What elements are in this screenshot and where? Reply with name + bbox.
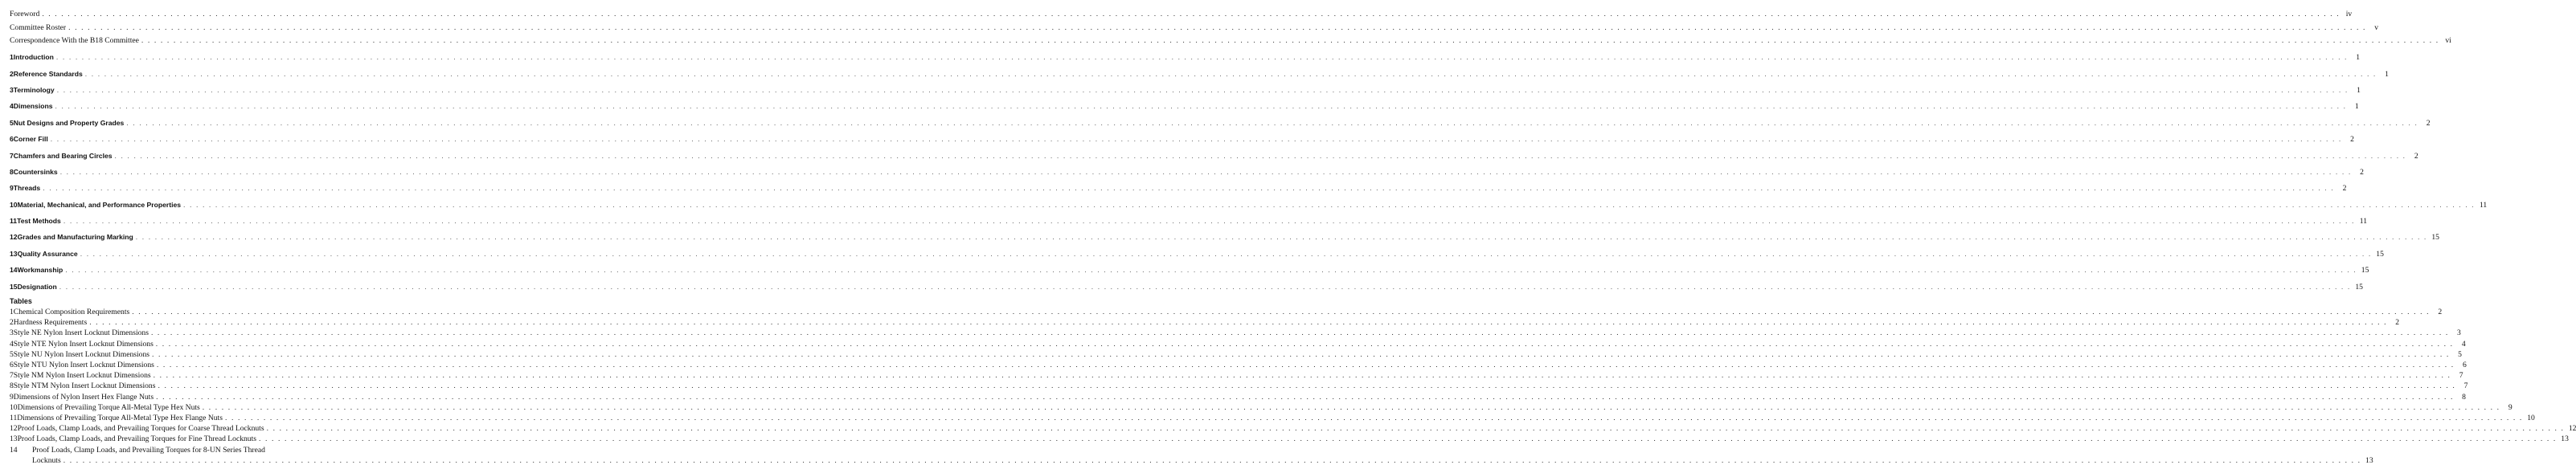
table-title: Style NTU Nylon Insert Locknut Dimensions	[13, 361, 154, 369]
section-title: Workmanship	[17, 266, 63, 274]
section-title: Countersinks	[13, 168, 58, 176]
leader-dots	[126, 119, 2418, 127]
table-title: Style NTE Nylon Insert Locknut Dimensions	[13, 339, 154, 349]
section-title: Designation	[17, 283, 57, 291]
section-page: 11	[2479, 201, 2488, 210]
entry-title: Committee Roster	[10, 23, 67, 32]
leader-dots	[136, 233, 2427, 241]
toc-table-8[interactable]	[10, 381, 2468, 391]
leader-dots	[183, 201, 2475, 209]
toc-table-14-continued[interactable]	[32, 455, 2373, 465]
leader-dots	[154, 371, 2451, 380]
section-title: Test Methods	[17, 217, 61, 225]
section-page: 15	[2355, 283, 2363, 292]
section-title: Dimensions	[13, 102, 53, 110]
toc-section-7[interactable]	[10, 152, 2418, 161]
toc-section-5[interactable]	[10, 119, 2431, 128]
table-page: 12	[2568, 424, 2576, 434]
leader-dots	[225, 414, 2523, 422]
section-page: 2	[2414, 152, 2418, 161]
table-number: 3	[10, 328, 14, 338]
leader-dots	[158, 381, 2455, 390]
section-page: 1	[2356, 53, 2361, 62]
section-title: Quality Assurance	[17, 250, 78, 258]
section-number: 13	[10, 250, 18, 258]
leader-dots	[59, 283, 2351, 291]
toc-section-12[interactable]	[10, 233, 2439, 242]
section-title: Reference Standards	[13, 70, 83, 78]
table-number: 4	[10, 339, 14, 349]
table-title: Proof Loads, Clamp Loads, and Prevailing Torques for 8-UN Series Thread	[32, 445, 265, 455]
section-page: 11	[2359, 217, 2367, 226]
section-page: 2	[2342, 184, 2347, 193]
section-title: Material, Mechanical, and Performance Properties	[17, 201, 182, 209]
table-title-continued: Locknuts	[32, 455, 61, 465]
entry-title: Correspondence With the B18 Committee	[10, 36, 139, 45]
table-page: 2	[2395, 318, 2400, 328]
toc-table-9[interactable]	[10, 392, 2466, 402]
table-page: 4	[2461, 339, 2466, 349]
table-title: Style NTM Nylon Insert Locknut Dimensions	[13, 381, 156, 391]
section-number: 14	[10, 266, 18, 274]
table-title: Style NM Nylon Insert Locknut Dimensions	[13, 371, 151, 381]
table-number: 11	[10, 414, 18, 422]
table-number: 6	[10, 361, 14, 369]
section-number: 5	[10, 119, 14, 127]
leader-dots	[141, 36, 2439, 45]
section-page: 1	[2357, 86, 2361, 95]
toc-entry-committee-roster[interactable]	[10, 23, 2378, 32]
section-title: Chamfers and Bearing Circles	[13, 152, 113, 160]
section-number: 10	[10, 201, 18, 209]
table-title: Dimensions of Nylon Insert Hex Flange Nuts	[13, 392, 154, 402]
table-number: 7	[10, 371, 14, 381]
leader-dots	[115, 152, 2406, 160]
table-number: 12	[10, 424, 18, 434]
toc-section-3[interactable]	[10, 86, 2361, 95]
toc-table-12[interactable]	[10, 424, 2576, 434]
leader-dots	[156, 340, 2454, 349]
section-number: 7	[10, 152, 14, 160]
leader-dots	[157, 361, 2455, 369]
toc-section-11[interactable]	[10, 217, 2367, 226]
table-number: 9	[10, 392, 14, 402]
section-page: 15	[2361, 266, 2369, 275]
section-page: 2	[2360, 168, 2364, 177]
table-page: 10	[2527, 414, 2535, 422]
toc-section-10[interactable]	[10, 201, 2488, 210]
toc-section-9[interactable]	[10, 184, 2347, 193]
table-page: 13	[2561, 434, 2569, 444]
toc-entry-correspondence[interactable]	[10, 36, 2451, 45]
section-title: Corner Fill	[13, 135, 48, 143]
leader-dots	[151, 328, 2449, 337]
toc-section-6[interactable]	[10, 135, 2354, 144]
leader-dots	[80, 250, 2372, 258]
section-page: 15	[2376, 250, 2384, 259]
leader-dots	[267, 424, 2565, 433]
section-title: Terminology	[13, 86, 55, 94]
toc-table-2[interactable]	[10, 318, 2400, 328]
toc-table-1[interactable]	[10, 308, 2443, 316]
leader-dots	[85, 70, 2377, 78]
leader-dots	[65, 266, 2357, 274]
section-page: 1	[2354, 102, 2359, 111]
section-number: 1	[10, 53, 14, 61]
section-page: 1	[2385, 70, 2389, 79]
table-title: Proof Loads, Clamp Loads, and Prevailing Torques for Fine Thread Locknuts	[17, 434, 256, 444]
section-title: Nut Designs and Property Grades	[13, 119, 125, 127]
section-title: Grades and Manufacturing Marking	[17, 233, 133, 241]
toc-section-2[interactable]	[10, 70, 2389, 79]
leader-dots	[152, 350, 2450, 359]
table-page: 8	[2462, 392, 2466, 402]
section-page: 15	[2431, 233, 2439, 242]
toc-section-15[interactable]	[10, 283, 2363, 292]
toc-section-8[interactable]	[10, 168, 2364, 177]
leader-dots	[203, 403, 2500, 412]
toc-table-11[interactable]	[10, 414, 2535, 422]
leader-dots	[42, 10, 2340, 18]
leader-dots	[259, 434, 2557, 443]
toc-section-1[interactable]	[10, 53, 2361, 62]
table-page: 3	[2457, 328, 2461, 338]
table-number: 2	[10, 318, 14, 328]
tables-heading: Tables	[10, 297, 32, 305]
leader-dots	[63, 456, 2361, 465]
table-title: Chemical Composition Requirements	[13, 308, 130, 316]
table-number: 13	[10, 434, 18, 444]
table-title: Dimensions of Prevailing Torque All-Metal Type Hex Flange Nuts	[17, 414, 223, 422]
table-title: Hardness Requirements	[13, 318, 88, 328]
entry-page: iv	[2345, 10, 2353, 18]
section-number: 8	[10, 168, 14, 176]
table-number: 1	[10, 308, 14, 316]
section-number: 3	[10, 86, 14, 94]
section-page: 2	[2350, 135, 2354, 144]
toc-section-13[interactable]	[10, 250, 2384, 259]
section-number: 2	[10, 70, 14, 78]
toc-section-4[interactable]	[10, 102, 2359, 111]
section-page: 2	[2426, 119, 2431, 128]
toc-table-5[interactable]	[10, 349, 2462, 359]
leader-dots	[56, 53, 2348, 61]
toc-table-10[interactable]	[10, 402, 2513, 412]
table-number: 14	[10, 445, 18, 455]
table-title: Proof Loads, Clamp Loads, and Prevailing Torques for Coarse Thread Locknuts	[17, 424, 264, 434]
toc-table-14[interactable]	[10, 446, 379, 455]
table-number: 5	[10, 349, 14, 359]
section-title: Threads	[13, 184, 41, 192]
toc-table-4[interactable]	[10, 339, 2466, 349]
section-number: 15	[10, 283, 18, 291]
leader-dots	[63, 217, 2355, 225]
section-number: 6	[10, 135, 14, 143]
table-page: 6	[2462, 361, 2467, 369]
table-page: 9	[2508, 402, 2513, 412]
toc-table-3[interactable]	[10, 328, 2461, 338]
entry-page: v	[2374, 23, 2378, 32]
entry-title: Foreword	[10, 10, 40, 18]
toc-entry-foreword[interactable]	[10, 10, 2353, 18]
entry-page: vi	[2445, 36, 2451, 45]
table-title: Style NU Nylon Insert Locknut Dimensions	[13, 349, 150, 359]
table-number: 8	[10, 381, 14, 391]
leader-dots	[51, 135, 2342, 143]
table-title: Dimensions of Prevailing Torque All-Metal Type Hex Nuts	[17, 402, 200, 412]
leader-dots	[132, 308, 2430, 316]
section-number: 9	[10, 184, 14, 192]
leader-dots	[43, 184, 2334, 192]
table-page: 13	[2365, 455, 2373, 465]
leader-dots	[68, 23, 2366, 32]
table-page: 5	[2458, 349, 2462, 359]
toc-table-6[interactable]	[10, 361, 2467, 369]
leader-dots	[55, 102, 2347, 110]
section-number: 12	[10, 233, 18, 241]
table-page: 7	[2463, 381, 2468, 391]
section-title: Introduction	[13, 53, 54, 61]
leader-dots	[57, 86, 2349, 94]
section-number: 4	[10, 102, 14, 110]
table-page: 2	[2438, 308, 2443, 316]
leader-dots	[60, 168, 2352, 176]
section-number: 11	[10, 217, 18, 225]
toc-table-7[interactable]	[10, 371, 2463, 381]
table-number: 10	[10, 402, 18, 412]
leader-dots	[89, 318, 2387, 327]
leader-dots	[156, 393, 2454, 402]
table-title: Style NE Nylon Insert Locknut Dimensions	[13, 328, 149, 338]
toc-section-14[interactable]	[10, 266, 2369, 275]
toc-table-13[interactable]	[10, 434, 2569, 444]
table-page: 7	[2459, 371, 2463, 381]
